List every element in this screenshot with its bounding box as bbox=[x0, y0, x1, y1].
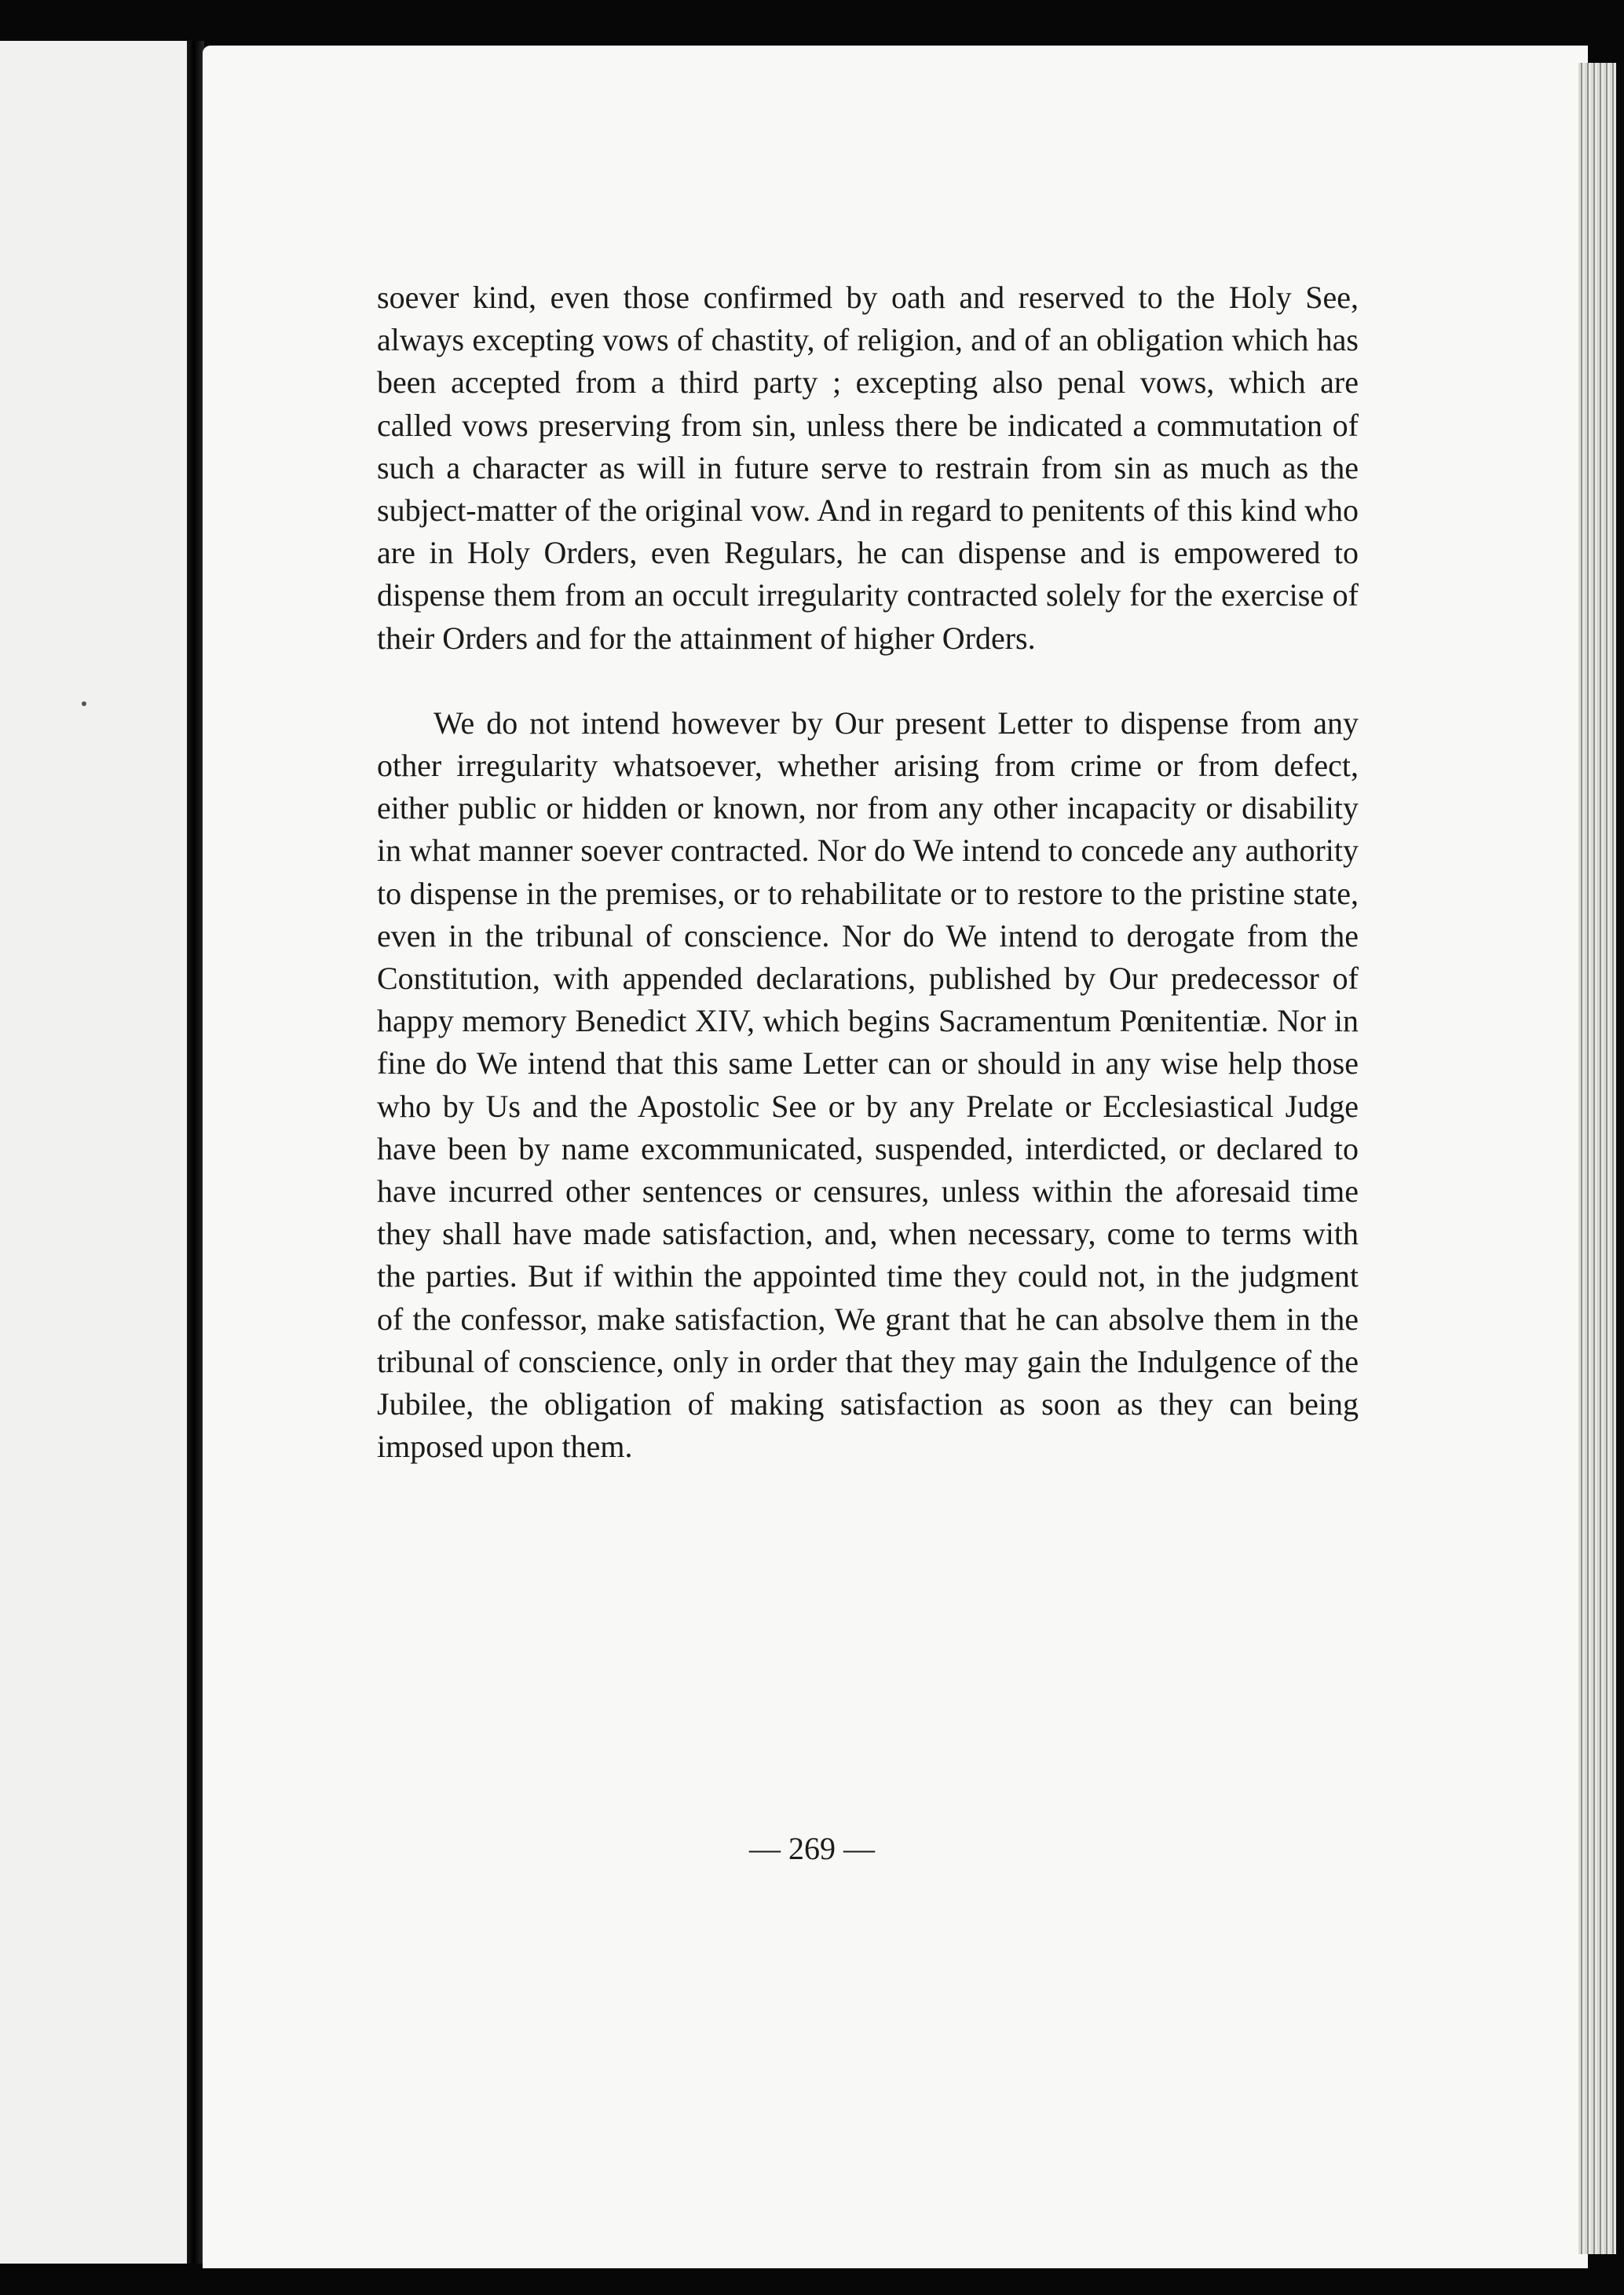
body-text bbox=[377, 276, 1359, 1468]
speck bbox=[82, 701, 86, 706]
paragraph-2: We do not intend however by Our present Letter to dispense from any other irregularity whatsoever, whether arising from crime or from defect, either public or hidden or known, nor from any other incapacity or disability in what manner soever contracted. Nor do We intend to concede any authority to dispense in the premises, or to rehabilitate or to restore to the pristine state, even in the tribunal of conscience. Nor do We intend to derogate from the Constitution, with appended declarations, published by Our predecessor of happy memory Benedict XIV, which begins Sacramentum Pœnitentiæ. Nor in fine do We intend that this same Letter can or should in any wise help those who by Us and the Apostolic See or by any Prelate or Ecclesiastical Judge have been by name excommunicated, suspended, interdicted, or declared to have incurred other sentences or censures, unless within the aforesaid time they shall have made satisfaction, and, when necessary, come to terms with the parties. But if within the appointed time they could not, in the judgment of the confessor, make satisfaction, We grant that he can absolve them in the tribunal of conscience, only in order that they may gain the Indulgence of the Jubilee, the obligation of making satisfaction as soon as they can being imposed upon them. bbox=[377, 705, 1359, 1465]
facing-page bbox=[0, 41, 187, 2264]
page-number: — 269 — bbox=[749, 1831, 875, 1866]
page-edges bbox=[1578, 63, 1616, 2254]
book-gutter bbox=[187, 41, 204, 2264]
paragraph-1: soever kind, even those confirmed by oath and reserved to the Holy See, always excepting vows of chastity, of religion, and of an obligation which has been accepted from a third party ; excepting also penal vows, which are called vows preserving from sin, unless there be indicated a commutation of such a character as will in future serve to restrain from sin as much as the subject-matter of the original vow. And in regard to penitents of this kind who are in Holy Orders, even Regulars, he can dispense and is empowered to dispense them from an occult irregularity contracted solely for the exercise of their Orders and for the attainment of higher Orders. bbox=[377, 280, 1359, 656]
